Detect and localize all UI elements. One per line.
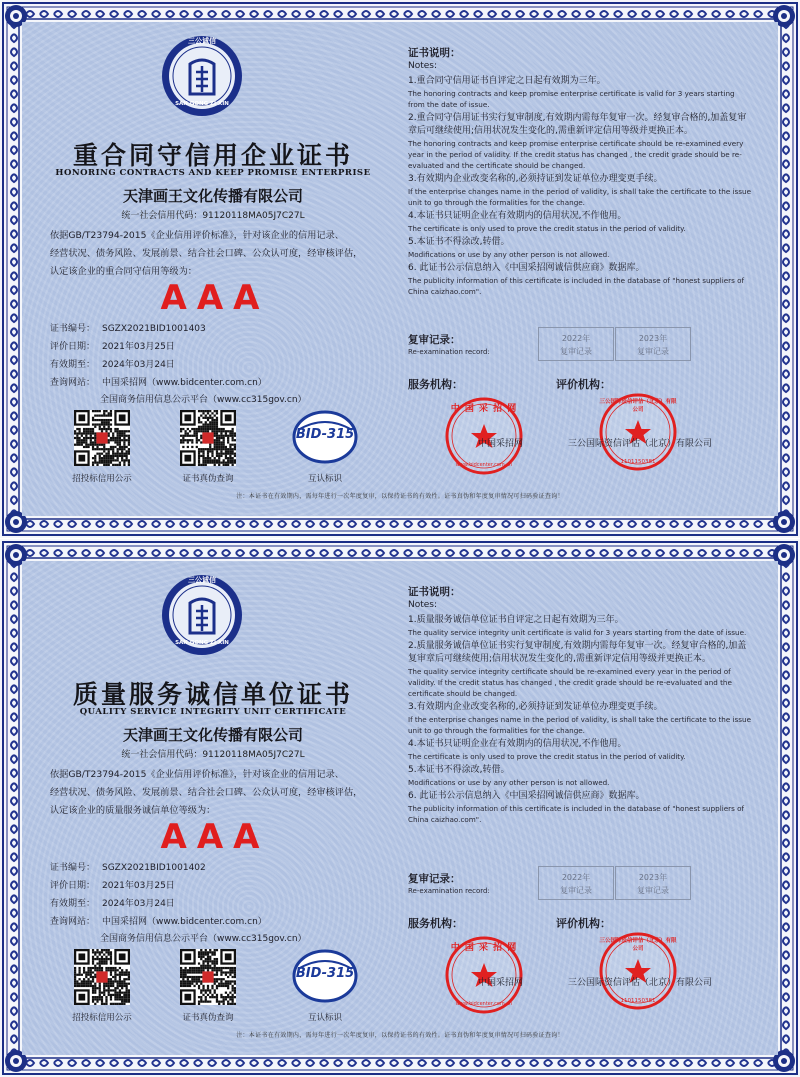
info-value: 2024年03月24日 <box>102 899 175 909</box>
note-item-cn: 5.本证书不得涂改,转借。 <box>408 765 510 775</box>
notes-heading: 证书说明： <box>408 586 461 598</box>
recheck-label-en: Re-examination record: <box>408 887 490 895</box>
info-row <box>50 376 267 392</box>
certificate-title: 质量服务诚信单位证书 <box>72 680 353 709</box>
notes-heading-en: Notes: <box>408 61 438 71</box>
certificate <box>0 539 800 1077</box>
seal-sangong-number: 1101150381 <box>620 459 656 465</box>
recheck-text: 复审记录 <box>560 347 592 356</box>
seal-sangong-text: 三公国际资信评估（北京）有限公司 <box>599 399 677 413</box>
recheck-year: 2022年 <box>561 334 591 343</box>
info-value: SGZX2021BID1001403 <box>102 324 206 334</box>
seal-sangong-number: 1101150381 <box>620 998 656 1004</box>
info-key: 有效期至： <box>50 360 96 370</box>
recheck-label: 复审记录： <box>408 873 461 885</box>
note-item-en: The honoring contracts and keep promise enterprise certificate should be re-examined every year in the period of validity. If the credit status has changed , the credit grade should be re-evaluated and the certificate should be changed. <box>408 139 744 170</box>
note-item-en: The certificate is only used to prove the credit status in the period of validity. <box>408 752 686 761</box>
info-key: 查询网站： <box>50 378 96 388</box>
qr-caption: 互认标识 <box>307 474 342 484</box>
note-item-cn: 5.本证书不得涂改,转借。 <box>408 237 510 247</box>
footnote: 注：本证书在有效期内，需每年进行一次年度复审，以保持证书的有效性。证书真伪和年度复审情况可扫码验证查询！ <box>236 1032 564 1039</box>
note-item-cn: 4.本证书只证明企业在有效期内的信用状况,不作他用。 <box>408 211 627 221</box>
info-key: 评价日期： <box>50 342 96 352</box>
note-item-en: The certificate is only used to prove the credit status in the period of validity. <box>408 224 686 233</box>
certificate-subtitle: QUALITY SERVICE INTEGRITY UNIT CERTIFICATE <box>79 707 347 717</box>
info-row <box>50 322 206 338</box>
description-line: 经营状况、债务风险、发展前景、结合社会口碑、公众认可度，经审核评估， <box>50 787 363 798</box>
note-item-en: The quality service integrity certificate should be re-examined every year in the period of validity. If the credit status has changed , the credit grade should be re-evaluated and the certificate should be changed. <box>408 667 732 698</box>
info-key: 查询网站： <box>50 917 96 927</box>
info-value: 2021年03月25日 <box>102 342 175 352</box>
bid315-logo-text: BID-315 <box>295 966 355 981</box>
note-item-cn: 4.本证书只证明企业在有效期内的信用状况,不作他用。 <box>408 739 627 749</box>
info-value: 2024年03月24日 <box>102 360 175 370</box>
logo-bottom-text: SAN GONG ZI XIN <box>175 640 229 646</box>
recheck-box <box>538 327 614 361</box>
info-value: SGZX2021BID1001402 <box>102 863 206 873</box>
note-item-cn: 1.质量服务诚信单位证书自评定之日起有效期为三年。 <box>408 615 624 625</box>
qr-code-credit[interactable] <box>74 949 130 1005</box>
seal-bidcenter-text: 中 国 采 招 网 <box>450 404 518 414</box>
note-item-cn: 2.重合同守信用证书实行复审制度,有效期内需每年复审一次。经复审合格的,加盖复审章后可继续使用;信用状况发生变化的,需重新评定信用等级并更换正本。 <box>408 113 747 136</box>
bid315-logo-text: BID-315 <box>295 427 355 442</box>
recheck-text: 复审记录 <box>637 886 669 895</box>
note-item-en: The honoring contracts and keep promise enterprise certificate is valid for 3 years starting from the date of issue. <box>408 89 735 109</box>
recheck-year: 2022年 <box>561 873 591 882</box>
info-extra: 全国商务信用信息公示平台（www.cc315gov.cn） <box>100 934 307 944</box>
recheck-box <box>615 866 691 900</box>
qr-caption: 证书真伪查询 <box>182 1013 234 1023</box>
note-item-cn: 3.有效期内企业改变名称的,必须持证到发证单位办理变更手续。 <box>408 702 663 712</box>
recheck-label: 复审记录： <box>408 334 461 346</box>
info-extra: 全国商务信用信息公示平台（www.cc315gov.cn） <box>100 395 307 405</box>
company-name: 天津画王文化传播有限公司 <box>122 726 303 744</box>
notes-heading-en: Notes: <box>408 600 438 610</box>
qr-code-verify[interactable] <box>180 949 236 1005</box>
info-value: 中国采招网（www.bidcenter.com.cn） <box>102 378 267 388</box>
certificate-subtitle: HONORING CONTRACTS AND KEEP PROMISE ENTERPRISE <box>55 168 371 178</box>
description-line: 依据GB/T23794-2015《企业信用评价标准》，针对该企业的信用记录、 <box>50 769 344 780</box>
qr-code-credit[interactable] <box>74 410 130 466</box>
recheck-text: 复审记录 <box>560 886 592 895</box>
seal-bidcenter-url: www.bidcenter.com.cn <box>455 1001 513 1007</box>
qr-caption: 证书真伪查询 <box>182 474 234 484</box>
description-line: 经营状况、债务风险、发展前景、结合社会口碑、公众认可度，经审核评估， <box>50 248 363 259</box>
credit-code: 统一社会信用代码：91120118MA05J7C27L <box>121 211 305 221</box>
info-row <box>50 897 175 913</box>
description-line: 认定该企业的质量服务诚信单位等级为： <box>50 805 216 816</box>
note-item-en: The publicity information of this certificate is included in the database of "honest suppliers of China caizhao.com". <box>408 804 745 824</box>
notes-section <box>408 585 753 825</box>
certificate-title: 重合同守信用企业证书 <box>72 141 353 170</box>
note-item-cn: 6. 此证书公示信息纳入《中国采招网诚信供应商》数据库。 <box>408 263 645 273</box>
recheck-text: 复审记录 <box>637 347 669 356</box>
recheck-year: 2023年 <box>638 873 668 882</box>
note-item-en: The quality service integrity unit certificate is valid for 3 years starting from the date of issue. <box>408 628 747 637</box>
info-value: 中国采招网（www.bidcenter.com.cn） <box>102 917 267 927</box>
notes-heading: 证书说明： <box>408 47 461 59</box>
credit-grade: AAA <box>160 278 270 318</box>
logo-top-text: 三公诚信 <box>188 37 216 45</box>
note-item-en: If the enterprise changes name in the period of validity, is shall take the certificate to the issue unit to go through the formalities for the change. <box>408 187 751 207</box>
info-row <box>50 915 267 931</box>
qr-caption: 互认标识 <box>307 1013 342 1023</box>
service-label: 服务机构： <box>408 378 463 391</box>
service-org-name: 中国采招网 <box>478 978 524 988</box>
qr-caption: 招投标信用公示 <box>72 474 132 484</box>
recheck-box <box>615 327 691 361</box>
note-item-cn: 3.有效期内企业改变名称的,必须持证到发证单位办理变更手续。 <box>408 174 663 184</box>
company-name: 天津画王文化传播有限公司 <box>122 187 303 205</box>
qr-caption: 招投标信用公示 <box>72 1013 132 1023</box>
note-item-en: Modifications or use by any other person is not allowed. <box>408 778 610 787</box>
info-key: 有效期至： <box>50 899 96 909</box>
service-org-name: 中国采招网 <box>478 439 524 449</box>
note-item-cn: 6. 此证书公示信息纳入《中国采招网诚信供应商》数据库。 <box>408 791 645 801</box>
note-item-en: Modifications or use by any other person is not allowed. <box>408 250 610 259</box>
seal-sangong-text: 三公国际资信评估（北京）有限公司 <box>599 938 677 952</box>
eval-label: 评价机构： <box>556 378 611 391</box>
description-line: 认定该企业的重合同守信用等级为： <box>50 266 197 277</box>
description-line: 依据GB/T23794-2015《企业信用评价标准》，针对该企业的信用记录、 <box>50 230 344 241</box>
info-row <box>50 340 175 356</box>
seal-bidcenter-text: 中 国 采 招 网 <box>450 943 518 953</box>
info-row <box>50 861 206 877</box>
footnote: 注：本证书在有效期内，需每年进行一次年度复审，以保持证书的有效性。证书真伪和年度复审情况可扫码验证查询！ <box>236 493 564 500</box>
note-item-cn: 1.重合同守信用证书自评定之日起有效期为三年。 <box>408 76 606 86</box>
info-row <box>50 879 175 895</box>
info-key: 证书编号： <box>50 863 96 873</box>
certificate <box>0 0 800 538</box>
notes-section <box>408 46 753 297</box>
info-row <box>50 358 175 374</box>
recheck-box <box>538 866 614 900</box>
logo-top-text: 三公诚信 <box>188 576 216 584</box>
note-item-cn: 2.质量服务诚信单位证书实行复审制度,有效期内需每年复审一次。经复审合格的,加盖复审章后可继续使用;信用状况发生变化的,需重新评定信用等级并更换正本。 <box>408 641 747 664</box>
info-key: 评价日期： <box>50 881 96 891</box>
seal-bidcenter-url: www.bidcenter.com.cn <box>455 462 513 468</box>
recheck-label-en: Re-examination record: <box>408 348 490 356</box>
eval-label: 评价机构： <box>556 917 611 930</box>
recheck-year: 2023年 <box>638 334 668 343</box>
logo-bottom-text: SAN GONG ZI XIN <box>175 101 229 107</box>
eval-org-name: 三公国际资信评估（北京）有限公司 <box>568 978 713 988</box>
note-item-en: The publicity information of this certificate is included in the database of "honest suppliers of China caizhao.com". <box>408 276 745 296</box>
service-label: 服务机构： <box>408 917 463 930</box>
info-key: 证书编号： <box>50 324 96 334</box>
qr-code-verify[interactable] <box>180 410 236 466</box>
credit-code: 统一社会信用代码：91120118MA05J7C27L <box>121 750 305 760</box>
eval-org-name: 三公国际资信评估（北京）有限公司 <box>568 439 713 449</box>
credit-grade: AAA <box>160 817 270 857</box>
note-item-en: If the enterprise changes name in the period of validity, is shall take the certificate to the issue unit to go through the formalities for the change. <box>408 715 751 735</box>
info-value: 2021年03月25日 <box>102 881 175 891</box>
